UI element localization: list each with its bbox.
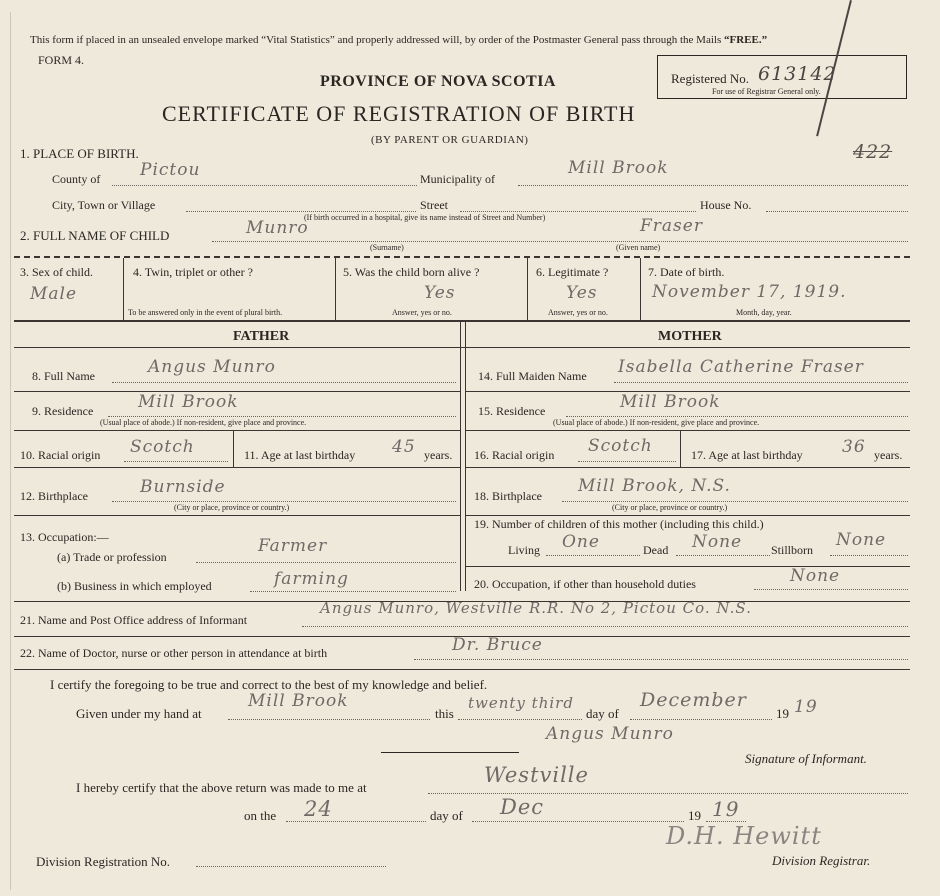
- registrar-day-line: [286, 821, 426, 822]
- child-surname: Munro: [246, 218, 309, 238]
- sex-value: Male: [30, 284, 78, 304]
- registrar-place-line: [428, 793, 908, 794]
- father-age-value: 45: [392, 437, 416, 457]
- informant-line: [302, 626, 908, 627]
- day-line: [458, 719, 582, 720]
- father-occupation-label: 13. Occupation:—: [20, 530, 109, 544]
- mother-name-line: [614, 382, 908, 383]
- mother-name-label: 14. Full Maiden Name: [478, 369, 587, 383]
- stillborn-label: Stillborn: [771, 543, 814, 557]
- certify-text: I certify the foregoing to be true and correct to the best of my knowledge and belief.: [50, 677, 488, 692]
- child-name-label: 2. FULL NAME OF CHILD: [20, 228, 170, 243]
- child-name-line: [212, 241, 908, 242]
- house-line: [766, 211, 908, 212]
- father-birthplace-note: (City or place, province or country.): [174, 503, 290, 512]
- legitimate-value: Yes: [566, 283, 598, 303]
- year-prefix: 19: [776, 706, 789, 721]
- father-name-label: 8. Full Name: [32, 369, 95, 383]
- mother-birthplace-line: [562, 501, 908, 502]
- free-label: “FREE.”: [723, 34, 768, 46]
- mother-name-value: Isabella Catherine Fraser: [618, 357, 864, 377]
- registrar-dayof-label: day of: [430, 808, 463, 823]
- division-no-line: [196, 866, 386, 867]
- divider: [14, 430, 460, 431]
- dob-value: November 17, 1919.: [652, 282, 847, 302]
- twin-note: To be answered only in the event of plural birth.: [128, 308, 283, 317]
- registrar-day-value: 24: [304, 797, 333, 821]
- document-title: CERTIFICATE OF REGISTRATION OF BIRTH: [162, 101, 636, 126]
- surname-caption: (Surname): [370, 243, 404, 252]
- informant-signature: Angus Munro: [546, 724, 674, 744]
- doctor-value: Dr. Bruce: [452, 635, 543, 655]
- month-line: [630, 719, 772, 720]
- divider: [14, 669, 910, 670]
- divider: [465, 430, 910, 431]
- dob-note: Month, day, year.: [736, 308, 792, 317]
- father-trade-value: Farmer: [258, 536, 328, 556]
- registered-label: Registered No.: [671, 71, 749, 86]
- father-racial-label: 10. Racial origin: [20, 448, 101, 462]
- county-value: Pictou: [140, 160, 201, 180]
- father-birthplace-label: 12. Birthplace: [20, 489, 88, 503]
- father-age-unit: years.: [424, 448, 453, 462]
- registrar-month-line: [472, 821, 684, 822]
- mother-age-unit: years.: [874, 448, 903, 462]
- given-label: Given under my hand at: [76, 706, 202, 721]
- divider: [14, 256, 910, 258]
- registrar-signature: D.H. Hewitt: [666, 822, 822, 850]
- informant-value: Angus Munro, Westville R.R. No 2, Pictou Co. N.S.: [320, 599, 752, 617]
- legitimate-label: 6. Legitimate ?: [536, 265, 609, 279]
- father-residence-note: (Usual place of abode.) If non-resident, give place and province.: [100, 418, 307, 427]
- father-business-label: (b) Business in which employed: [57, 579, 212, 593]
- father-trade-label: (a) Trade or profession: [57, 550, 167, 564]
- mother-occupation-line: [754, 589, 908, 590]
- father-business-line: [250, 591, 456, 592]
- mother-residence-label: 15. Residence: [478, 404, 546, 418]
- registrar-text: I hereby certify that the above return was made to me at: [76, 780, 367, 795]
- living-label: Living: [508, 543, 540, 557]
- mother-birthplace-value: Mill Brook, N.S.: [578, 476, 731, 496]
- dead-line: [676, 555, 770, 556]
- street-label: Street: [420, 198, 448, 212]
- divider: [14, 467, 460, 468]
- certify-month-value: December: [640, 689, 747, 711]
- born-alive-value: Yes: [424, 283, 456, 303]
- dead-value: None: [692, 532, 743, 552]
- municipality-label: Municipality of: [420, 172, 495, 186]
- divider: [465, 467, 910, 468]
- stillborn-line: [830, 555, 908, 556]
- mother-occupation-value: None: [790, 566, 841, 586]
- mother-residence-note: (Usual place of abode.) If non-resident, give place and province.: [553, 418, 760, 427]
- doctor-line: [414, 659, 908, 660]
- father-residence-line: [108, 416, 456, 417]
- given-place-line: [228, 719, 430, 720]
- registered-number: 613142: [758, 63, 837, 85]
- street-line: [460, 211, 696, 212]
- municipality-value: Mill Brook: [568, 158, 669, 178]
- divider: [14, 347, 910, 348]
- division-no-label: Division Registration No.: [36, 854, 170, 869]
- mother-children-label: 19. Number of children of this mother (including this child.): [474, 517, 764, 531]
- father-name-line: [112, 382, 456, 383]
- divider: [465, 515, 910, 516]
- margin-number: 422: [853, 141, 893, 163]
- divider: [680, 431, 681, 467]
- municipality-line: [518, 185, 908, 186]
- mother-residence-line: [566, 416, 908, 417]
- father-racial-value: Scotch: [130, 437, 195, 457]
- place-of-birth-heading: 1. PLACE OF BIRTH.: [20, 146, 139, 161]
- father-trade-line: [196, 562, 456, 563]
- father-birthplace-value: Burnside: [140, 477, 226, 497]
- divider: [14, 515, 460, 516]
- mother-birthplace-note: (City or place, province or country.): [612, 503, 728, 512]
- county-label: County of: [52, 172, 101, 186]
- divider: [14, 320, 910, 322]
- certify-day-value: twenty third: [468, 694, 574, 712]
- twin-label: 4. Twin, triplet or other ?: [133, 265, 253, 279]
- father-heading: FATHER: [233, 329, 290, 344]
- divider: [465, 321, 466, 591]
- dayof-label: day of: [586, 706, 619, 721]
- mother-age-value: 36: [842, 437, 866, 457]
- given-place-value: Mill Brook: [248, 691, 349, 711]
- registrar-place-value: Westville: [484, 763, 589, 787]
- father-age-label: 11. Age at last birthday: [244, 448, 356, 462]
- sex-label: 3. Sex of child.: [20, 265, 93, 279]
- mother-residence-value: Mill Brook: [620, 392, 721, 412]
- house-label: House No.: [700, 198, 752, 212]
- mother-racial-label: 16. Racial origin: [474, 448, 555, 462]
- doctor-label: 22. Name of Doctor, nurse or other person in attendance at birth: [20, 646, 328, 660]
- child-given-name: Fraser: [640, 216, 703, 236]
- registrar-month-value: Dec: [500, 795, 545, 819]
- born-alive-label: 5. Was the child born alive ?: [343, 265, 480, 279]
- on-label: on the: [244, 808, 277, 823]
- registrar-year-prefix: 19: [688, 808, 701, 823]
- county-line: [112, 185, 417, 186]
- living-value: One: [562, 532, 600, 552]
- father-residence-value: Mill Brook: [138, 392, 239, 412]
- postal-notice: [30, 34, 767, 46]
- mother-age-label: 17. Age at last birthday: [691, 448, 803, 462]
- this-label: this: [435, 706, 454, 721]
- father-name-value: Angus Munro: [148, 357, 276, 377]
- living-line: [546, 555, 640, 556]
- divider: [460, 321, 461, 591]
- divider: [465, 566, 910, 567]
- signature-rule: [381, 752, 519, 753]
- father-residence-label: 9. Residence: [32, 404, 94, 418]
- mother-occupation-label: 20. Occupation, if other than household duties: [474, 577, 696, 591]
- informant-signature-caption: Signature of Informant.: [745, 751, 867, 766]
- father-birthplace-line: [112, 501, 456, 502]
- registered-note: For use of Registrar General only.: [712, 87, 821, 96]
- certify-year-value: 19: [794, 697, 818, 717]
- registrar-caption: Division Registrar.: [772, 853, 871, 868]
- informant-label: 21. Name and Post Office address of Informant: [20, 613, 248, 627]
- stillborn-value: None: [836, 530, 887, 550]
- form-number: FORM 4.: [38, 53, 85, 67]
- mother-heading: MOTHER: [658, 329, 722, 344]
- postal-notice-text: This form if placed in an unsealed envelope marked “Vital Statistics” and properly addressed will, by order of the Postmaster General pass through the Mails: [30, 34, 722, 46]
- divider: [233, 431, 234, 467]
- dead-label: Dead: [643, 543, 669, 557]
- born-alive-note: Answer, yes or no.: [392, 308, 452, 317]
- divider: [123, 258, 124, 320]
- father-racial-line: [124, 461, 228, 462]
- divider: [640, 258, 641, 320]
- registrar-year-value: 19: [712, 797, 740, 821]
- dob-label: 7. Date of birth.: [648, 265, 725, 279]
- province-heading: PROVINCE OF NOVA SCOTIA: [320, 73, 556, 90]
- hospital-note: (If birth occurred in a hospital, give its name instead of Street and Number): [304, 213, 546, 222]
- mother-racial-value: Scotch: [588, 436, 653, 456]
- mother-birthplace-label: 18. Birthplace: [474, 489, 542, 503]
- document-subtitle: (BY PARENT OR GUARDIAN): [371, 134, 529, 146]
- divider: [335, 258, 336, 320]
- legitimate-note: Answer, yes or no.: [548, 308, 608, 317]
- city-line: [186, 211, 416, 212]
- mother-racial-line: [578, 461, 676, 462]
- divider: [527, 258, 528, 320]
- father-business-value: farming: [274, 569, 349, 589]
- given-caption: (Given name): [616, 243, 661, 252]
- city-label: City, Town or Village: [52, 198, 156, 212]
